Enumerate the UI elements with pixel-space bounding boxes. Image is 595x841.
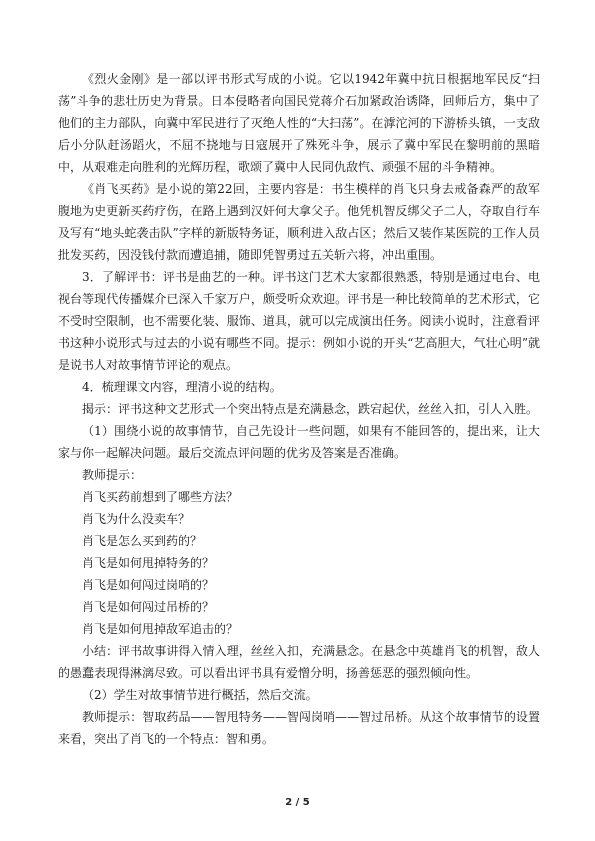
paragraph-pingshu-intro: 3．了解评书：评书是曲艺的一种。评书这门艺术大家都很熟悉，特别是通过电台、电视台等现代传播媒介已深入千家万户，颇受听众欢迎。评书是一种比较简单的艺术形式，它不受时空限制，也不需要化装、服饰、道具，就可以完成演出任务。阅读小说时，注意看评书这种小说形式与过去的小说有哪些不同。提示：例如小说的开头“艺高胆大，气壮心明”就是说书人对故事情节评论的观点。 (58, 270, 540, 372)
paragraph-summary: 小结：评书故事讲得入情入理，丝丝入扣，充满悬念。在悬念中英雄肖飞的机智，敌人的愚蠢表现得淋漓尽致。可以看出评书具有爱憎分明，扬善惩恶的强烈倾向性。 (58, 644, 540, 680)
page-number: 2 / 5 (285, 797, 310, 808)
page-body (58, 68, 540, 750)
paragraph-teacher-hint-2: 教师提示：智取药品——智甩特务——智闯岗哨——智过吊桥。从这个故事情节的设置来看，突出了肖飞的一个特点：智和勇。 (58, 710, 540, 746)
question-item: 肖飞是怎么买到药的？ (82, 534, 203, 548)
paragraph-chapter-summary: 《肖飞买药》是小说的第22回，主要内容是：书生模样的肖飞只身去戒备森严的敌军腹地为史更新买药疗伤，在路上遇到汉奸何大拿父子。他凭机智反绑父子二人，夺取自行车及写有“地头蛇袭击队”字样的新版特务证，顺利进入敌占区；然后又装作某医院的工作人员批发买药，因没钱付款而遭追捕，随即凭智勇过五关斩六将，冲出重围。 (58, 182, 540, 262)
paragraph-structure-heading: 4．梳理课文内容，理清小说的结构。 (82, 380, 282, 394)
paragraph-reveal: 揭示：评书这种文艺形式一个突出特点是充满悬念，跌宕起伏，丝丝入扣，引人入胜。 (82, 402, 539, 416)
paragraph-task-1: （1）围绕小说的故事情节，自己先设计一些问题，如果有不能回答的，提出来，让大家与你一起解决问题。最后交流点评问题的优劣及答案是否准确。 (58, 424, 540, 460)
question-item: 肖飞买药前想到了哪些方法？ (82, 490, 239, 504)
paragraph-teacher-hint-label: 教师提示： (82, 468, 143, 482)
paragraph-book-intro: 《烈火金刚》是一部以评书形式写成的小说。它以1942年冀中抗日根据地军民反“扫荡”斗争的悲壮历史为背景。日本侵略者向国民党蒋介石加紧政治诱降，回师后方，集中了他们的主力部队，向冀中军民进行了灭绝人性的“大扫荡”。在滹沱河的下游桥头镇，一支敌后小分队赶汤蹈火，不屈不挠地与日寇展开了殊死斗争，展示了冀中军民在黎明前的黑暗中，从艰难走向胜利的光辉历程，歌颂了冀中人民同仇敌忾、顽强不屈的斗争精神。 (58, 72, 540, 174)
question-item: 肖飞是如何闯过岗哨的？ (82, 578, 215, 592)
question-item: 肖飞是如何甩掉特务的？ (82, 556, 215, 570)
question-item: 肖飞为什么没卖车？ (82, 512, 191, 526)
question-item: 肖飞是如何闯过吊桥的？ (82, 600, 215, 614)
paragraph-task-2: （2）学生对故事情节进行概括，然后交流。 (82, 688, 318, 702)
question-item: 肖飞是如何甩掉敌军追击的？ (82, 622, 239, 636)
